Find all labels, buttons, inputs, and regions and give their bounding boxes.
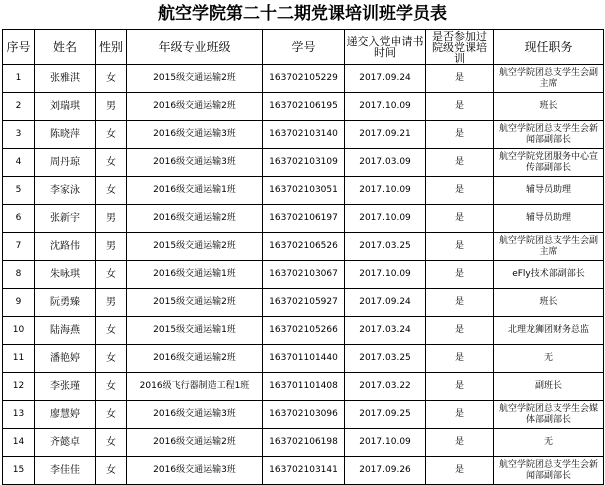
cell-index: 1 <box>3 65 35 93</box>
cell-class: 2016级交通运输2班 <box>127 93 263 121</box>
cell-class: 2016级交通运输3班 <box>127 121 263 149</box>
cell-attended-training: 是 <box>426 345 494 373</box>
cell-gender: 男 <box>96 205 127 233</box>
cell-name: 朱咏琪 <box>35 261 96 289</box>
cell-class: 2016级交通运输3班 <box>127 149 263 177</box>
cell-attended-training: 是 <box>426 289 494 317</box>
cell-name: 周丹琼 <box>35 149 96 177</box>
cell-index: 12 <box>3 373 35 401</box>
table-row <box>3 149 604 177</box>
cell-name: 阮勇臻 <box>35 289 96 317</box>
cell-gender: 女 <box>96 345 127 373</box>
table-row <box>3 121 604 149</box>
cell-gender: 女 <box>96 373 127 401</box>
header-gender: 性别 <box>96 30 127 65</box>
cell-application-date: 2017.10.09 <box>345 429 426 457</box>
header-application-date: 递交入党申请书时间 <box>345 30 426 65</box>
cell-gender: 女 <box>96 121 127 149</box>
cell-application-date: 2017.10.09 <box>345 205 426 233</box>
table-row <box>3 177 604 205</box>
table-row <box>3 289 604 317</box>
cell-index: 10 <box>3 317 35 345</box>
cell-application-date: 2017.09.24 <box>345 65 426 93</box>
table-row <box>3 401 604 429</box>
cell-class: 2015级交通运输2班 <box>127 65 263 93</box>
header-name: 姓名 <box>35 30 96 65</box>
cell-attended-training: 是 <box>426 65 494 93</box>
cell-position: 班长 <box>494 289 604 317</box>
cell-student-id: 163702103051 <box>263 177 345 205</box>
cell-attended-training: 是 <box>426 373 494 401</box>
cell-position: 辅导员助理 <box>494 205 604 233</box>
cell-name: 潘艳婷 <box>35 345 96 373</box>
table-row <box>3 233 604 261</box>
table-row <box>3 429 604 457</box>
cell-position: 航空学院团总支学生会新闻部副部长 <box>494 121 604 149</box>
cell-gender: 男 <box>96 93 127 121</box>
cell-class: 2015级交通运输2班 <box>127 289 263 317</box>
cell-class: 2016级飞行器制造工程1班 <box>127 373 263 401</box>
cell-name: 沈路伟 <box>35 233 96 261</box>
cell-index: 2 <box>3 93 35 121</box>
cell-position: 无 <box>494 429 604 457</box>
cell-student-id: 163702106195 <box>263 93 345 121</box>
cell-attended-training: 是 <box>426 401 494 429</box>
cell-position: 航空学院团总支学生会副主席 <box>494 233 604 261</box>
cell-name: 张雅淇 <box>35 65 96 93</box>
table-row <box>3 317 604 345</box>
cell-position: 无 <box>494 345 604 373</box>
cell-index: 5 <box>3 177 35 205</box>
cell-gender: 女 <box>96 317 127 345</box>
cell-student-id: 163702103067 <box>263 261 345 289</box>
cell-position: 副班长 <box>494 373 604 401</box>
cell-gender: 女 <box>96 457 127 485</box>
cell-name: 李家泳 <box>35 177 96 205</box>
roster-body <box>3 65 604 485</box>
cell-attended-training: 是 <box>426 149 494 177</box>
cell-position: 北理龙狮团财务总监 <box>494 317 604 345</box>
cell-gender: 女 <box>96 149 127 177</box>
header-student-id: 学号 <box>263 30 345 65</box>
cell-application-date: 2017.03.24 <box>345 317 426 345</box>
cell-class: 2016级交通运输1班 <box>127 177 263 205</box>
cell-attended-training: 是 <box>426 233 494 261</box>
cell-attended-training: 是 <box>426 317 494 345</box>
cell-class: 2015级交通运输1班 <box>127 317 263 345</box>
cell-attended-training: 是 <box>426 205 494 233</box>
table-row <box>3 65 604 93</box>
cell-name: 李张瑾 <box>35 373 96 401</box>
page-title: 航空学院第二十二期党课培训班学员表 <box>158 4 447 24</box>
cell-name: 齐懿卓 <box>35 429 96 457</box>
cell-name: 刘瑞琪 <box>35 93 96 121</box>
cell-student-id: 163701101408 <box>263 373 345 401</box>
table-row <box>3 261 604 289</box>
cell-class: 2016级交通运输3班 <box>127 401 263 429</box>
cell-application-date: 2017.10.09 <box>345 177 426 205</box>
table-row <box>3 457 604 485</box>
cell-gender: 女 <box>96 401 127 429</box>
cell-attended-training: 是 <box>426 93 494 121</box>
cell-position: 航空学院团总支学生会新闻部副部长 <box>494 457 604 485</box>
cell-class: 2016级交通运输2班 <box>127 429 263 457</box>
cell-index: 4 <box>3 149 35 177</box>
table-row <box>3 345 604 373</box>
cell-student-id: 163702105927 <box>263 289 345 317</box>
cell-application-date: 2017.03.09 <box>345 149 426 177</box>
cell-index: 8 <box>3 261 35 289</box>
cell-gender: 女 <box>96 65 127 93</box>
cell-name: 廖慧婷 <box>35 401 96 429</box>
cell-student-id: 163701101440 <box>263 345 345 373</box>
table-row <box>3 373 604 401</box>
cell-student-id: 163702105266 <box>263 317 345 345</box>
table-row <box>3 93 604 121</box>
header-row <box>3 30 604 65</box>
cell-application-date: 2017.10.09 <box>345 261 426 289</box>
header-position: 现任职务 <box>494 30 604 65</box>
cell-application-date: 2017.09.26 <box>345 457 426 485</box>
cell-index: 6 <box>3 205 35 233</box>
cell-application-date: 2017.03.25 <box>345 345 426 373</box>
cell-position: 航空学院团总支学生会副主席 <box>494 65 604 93</box>
cell-application-date: 2017.10.09 <box>345 93 426 121</box>
cell-attended-training: 是 <box>426 261 494 289</box>
cell-student-id: 163702106526 <box>263 233 345 261</box>
cell-index: 7 <box>3 233 35 261</box>
cell-class: 2016级交通运输3班 <box>127 457 263 485</box>
cell-index: 13 <box>3 401 35 429</box>
cell-attended-training: 是 <box>426 177 494 205</box>
cell-application-date: 2017.03.22 <box>345 373 426 401</box>
cell-application-date: 2017.09.21 <box>345 121 426 149</box>
cell-application-date: 2017.09.25 <box>345 401 426 429</box>
cell-student-id: 163702106197 <box>263 205 345 233</box>
cell-position: 航空学院党团服务中心宣传部副部长 <box>494 149 604 177</box>
header-index: 序号 <box>3 30 35 65</box>
cell-index: 9 <box>3 289 35 317</box>
cell-student-id: 163702103109 <box>263 149 345 177</box>
cell-name: 张新宇 <box>35 205 96 233</box>
cell-position: eFly技术部副部长 <box>494 261 604 289</box>
cell-index: 15 <box>3 457 35 485</box>
cell-position: 班长 <box>494 93 604 121</box>
header-class: 年级专业班级 <box>127 30 263 65</box>
cell-index: 11 <box>3 345 35 373</box>
cell-student-id: 163702106198 <box>263 429 345 457</box>
cell-student-id: 163702105229 <box>263 65 345 93</box>
cell-name: 陆海燕 <box>35 317 96 345</box>
cell-student-id: 163702103141 <box>263 457 345 485</box>
cell-application-date: 2017.03.25 <box>345 233 426 261</box>
cell-attended-training: 是 <box>426 121 494 149</box>
cell-student-id: 163702103140 <box>263 121 345 149</box>
cell-gender: 女 <box>96 177 127 205</box>
cell-gender: 男 <box>96 289 127 317</box>
cell-gender: 女 <box>96 429 127 457</box>
cell-attended-training: 是 <box>426 429 494 457</box>
cell-index: 3 <box>3 121 35 149</box>
cell-attended-training: 是 <box>426 457 494 485</box>
cell-student-id: 163702103096 <box>263 401 345 429</box>
cell-class: 2016级交通运输2班 <box>127 205 263 233</box>
cell-position: 航空学院团总支学生会媒体部副部长 <box>494 401 604 429</box>
cell-application-date: 2017.09.24 <box>345 289 426 317</box>
cell-index: 14 <box>3 429 35 457</box>
cell-name: 陈晓萍 <box>35 121 96 149</box>
cell-gender: 女 <box>96 261 127 289</box>
student-roster-table <box>2 29 604 485</box>
cell-class: 2016级交通运输2班 <box>127 345 263 373</box>
cell-class: 2015级交通运输2班 <box>127 233 263 261</box>
cell-name: 李佳佳 <box>35 457 96 485</box>
table-row <box>3 205 604 233</box>
header-attended-training: 是否参加过院级党课培训 <box>426 30 494 65</box>
cell-position: 辅导员助理 <box>494 177 604 205</box>
cell-class: 2016级交通运输1班 <box>127 261 263 289</box>
cell-gender: 男 <box>96 233 127 261</box>
